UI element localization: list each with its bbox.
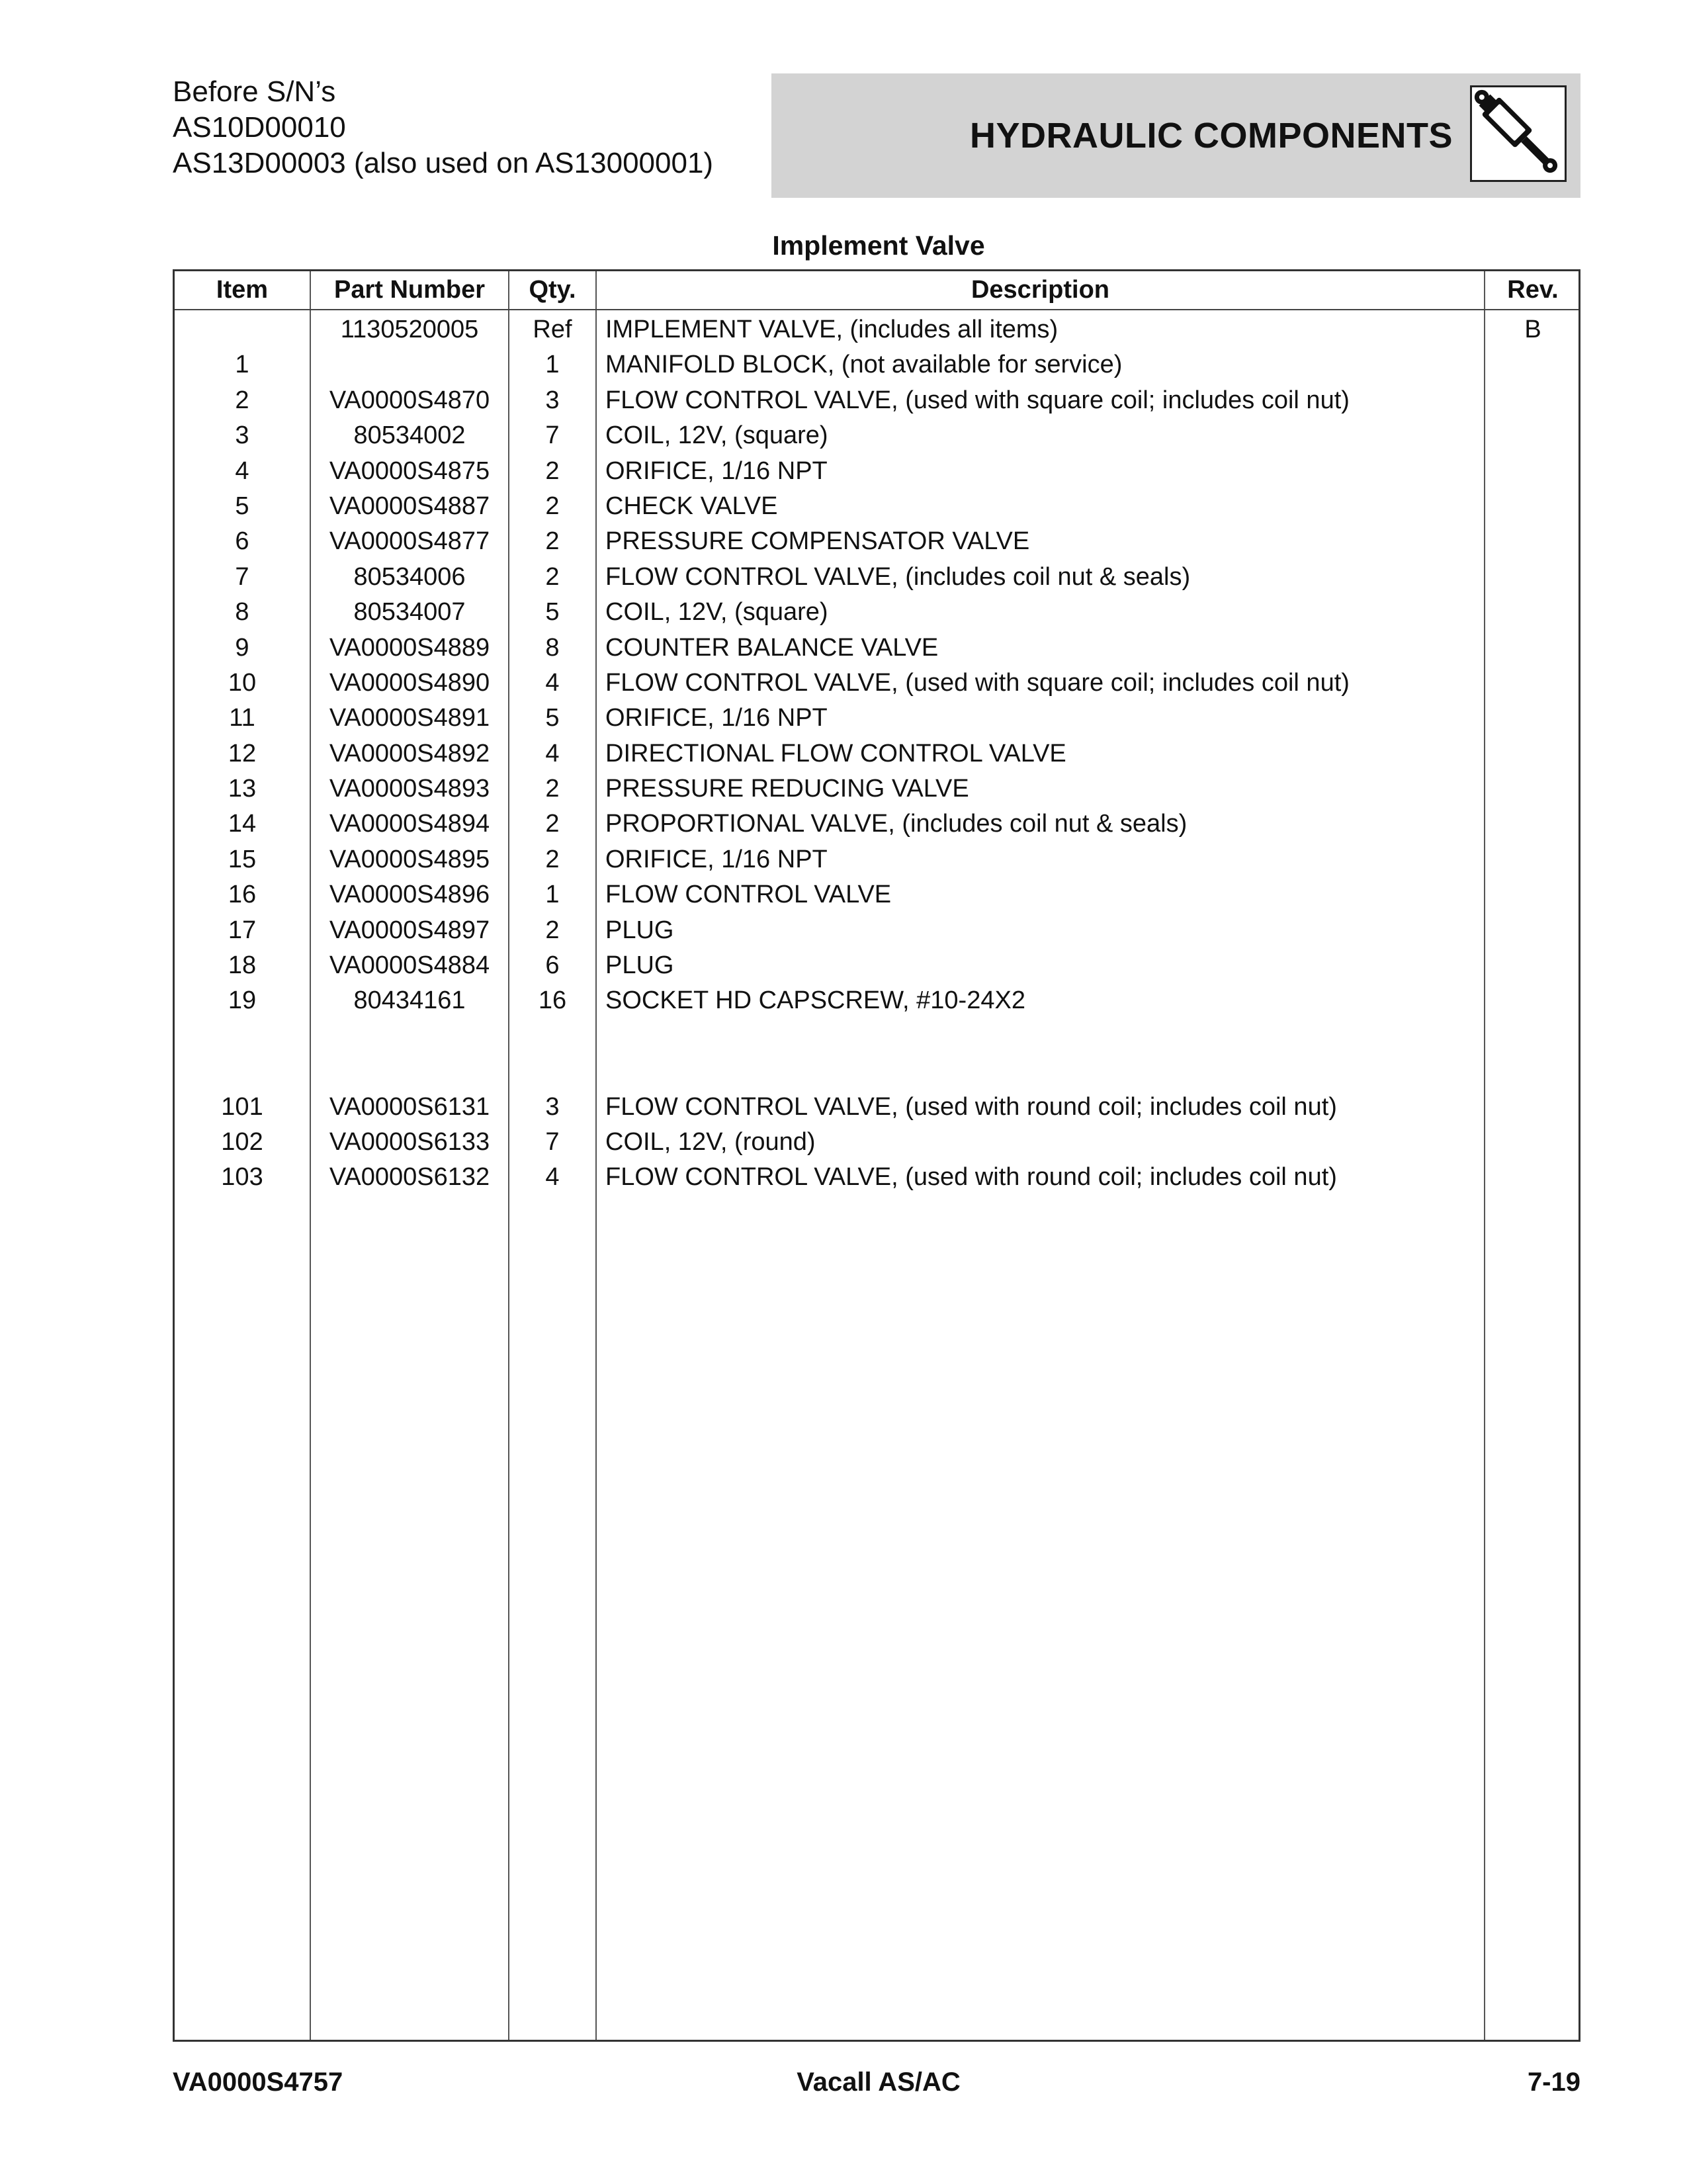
item-cell	[175, 1019, 310, 1054]
item-cell: 16	[228, 881, 257, 909]
table-row	[175, 1125, 1579, 1160]
table-row	[175, 524, 1579, 559]
description-cell: CHECK VALVE	[605, 492, 778, 520]
rev-cell	[1485, 1160, 1580, 1195]
item-cell: 13	[228, 775, 257, 803]
part-number-cell	[311, 347, 508, 382]
qty-cell: 2	[545, 845, 560, 873]
header-divider	[175, 309, 1579, 310]
item-cell: 102	[221, 1127, 263, 1156]
qty-cell: 2	[545, 810, 560, 838]
table-row	[175, 560, 1579, 595]
qty-cell	[509, 1054, 595, 1089]
qty-cell: 16	[538, 986, 567, 1015]
item-cell: 2	[235, 386, 249, 414]
part-number-cell: VA0000S4877	[329, 527, 490, 556]
column-header-description: Description	[971, 276, 1110, 304]
column-header-qty: Qty.	[529, 276, 576, 304]
description-cell: PLUG	[605, 916, 674, 944]
table-row	[175, 1054, 1579, 1089]
part-number-cell: 80534006	[353, 562, 466, 591]
rev-cell	[1485, 913, 1580, 948]
serial-line: AS13D00003 (also used on AS13000001)	[173, 147, 714, 179]
item-cell: 101	[221, 1092, 263, 1121]
serial-number-block	[173, 74, 713, 181]
qty-cell: 4	[545, 739, 560, 767]
part-number-cell: 80534007	[353, 598, 466, 627]
item-cell: 6	[235, 527, 249, 556]
rev-cell	[1485, 489, 1580, 524]
rev-cell	[1485, 666, 1580, 701]
description-cell: IMPLEMENT VALVE, (includes all items)	[605, 316, 1059, 343]
part-number-cell: VA0000S4870	[329, 386, 490, 414]
rev-cell	[1485, 771, 1580, 807]
qty-cell: 2	[545, 562, 560, 591]
description-cell: FLOW CONTROL VALVE, (used with square coil; includes coil nut)	[605, 386, 1350, 414]
qty-cell: 5	[545, 598, 560, 627]
item-cell: 7	[235, 562, 249, 591]
page-number: 7-19	[1527, 2068, 1580, 2097]
rev-cell	[1485, 877, 1580, 912]
rev-cell	[1485, 454, 1580, 489]
part-number-cell: VA0000S4895	[329, 845, 490, 873]
item-cell: 18	[228, 951, 257, 980]
column-header-item: Item	[216, 276, 269, 304]
item-cell: 8	[235, 598, 249, 627]
part-number-cell	[311, 1054, 508, 1089]
description-cell: PRESSURE COMPENSATOR VALVE	[605, 527, 1030, 556]
table-row	[175, 736, 1579, 771]
part-number-cell: 1130520005	[340, 316, 479, 343]
item-cell: 5	[235, 492, 249, 520]
table-row	[175, 666, 1579, 701]
rev-cell	[1485, 807, 1580, 842]
rev-cell	[1485, 560, 1580, 595]
part-number-cell: 80434161	[353, 986, 466, 1015]
description-cell: FLOW CONTROL VALVE, (used with round coil; includes coil nut)	[605, 1163, 1337, 1192]
part-number-cell: 80534002	[353, 421, 466, 450]
table-row	[175, 913, 1579, 948]
part-number-cell	[311, 1019, 508, 1054]
rev-cell	[1485, 1090, 1580, 1125]
part-number-cell: VA0000S4893	[329, 775, 490, 803]
part-number-cell: VA0000S4884	[329, 951, 490, 980]
rev-cell	[1485, 631, 1580, 666]
description-cell: FLOW CONTROL VALVE	[605, 881, 892, 909]
table-row	[175, 948, 1579, 983]
rev-cell	[1485, 1019, 1580, 1054]
rev-cell	[1485, 983, 1580, 1018]
rev-cell	[1485, 418, 1580, 453]
description-cell: PRESSURE REDUCING VALVE	[605, 775, 969, 803]
item-cell: 9	[235, 633, 249, 662]
table-row	[175, 807, 1579, 842]
table-row	[175, 877, 1579, 912]
rev-cell	[1485, 524, 1580, 559]
description-cell: SOCKET HD CAPSCREW, #10-24X2	[605, 986, 1025, 1015]
table-body	[175, 312, 1579, 1196]
qty-cell: 6	[545, 951, 560, 980]
rev-cell	[1485, 736, 1580, 771]
item-cell: 1	[235, 351, 249, 379]
item-cell	[175, 1054, 310, 1089]
qty-cell: 2	[545, 527, 560, 556]
qty-cell: 4	[545, 668, 560, 697]
qty-cell: 2	[545, 457, 560, 485]
item-cell: 103	[221, 1163, 263, 1192]
serial-line: AS10D00010	[173, 111, 346, 144]
item-cell: 11	[229, 704, 255, 732]
part-number-cell: VA0000S4896	[329, 881, 490, 909]
table-row	[175, 842, 1579, 877]
qty-cell: 3	[545, 1092, 560, 1121]
table-row	[175, 454, 1579, 489]
item-cell: 14	[228, 810, 257, 838]
table-row	[175, 595, 1579, 630]
part-number-cell: VA0000S4875	[329, 457, 490, 485]
rev-cell	[1485, 701, 1580, 736]
item-cell: 10	[228, 668, 257, 697]
table-row	[175, 983, 1579, 1018]
rev-cell	[1485, 842, 1580, 877]
part-number-cell: VA0000S6131	[329, 1092, 490, 1121]
table-row	[175, 347, 1579, 382]
description-cell: FLOW CONTROL VALVE, (used with square coil; includes coil nut)	[605, 668, 1350, 697]
item-cell	[175, 312, 310, 347]
section-banner-title: HYDRAULIC COMPONENTS	[969, 116, 1453, 155]
part-number-cell: VA0000S6133	[329, 1127, 490, 1156]
table-row	[175, 771, 1579, 807]
table-row	[175, 489, 1579, 524]
qty-cell: 7	[545, 1127, 560, 1156]
rev-cell	[1485, 948, 1580, 983]
description-cell	[605, 1054, 1485, 1089]
hydraulic-cylinder-icon	[1470, 85, 1567, 182]
qty-cell: 2	[545, 775, 560, 803]
part-number-cell: VA0000S4891	[329, 704, 490, 732]
qty-cell: 3	[545, 386, 560, 414]
qty-cell: 2	[545, 916, 560, 944]
column-header-part-number: Part Number	[333, 276, 486, 304]
part-number-cell: VA0000S4889	[329, 633, 490, 662]
description-cell: FLOW CONTROL VALVE, (includes coil nut & seals)	[605, 562, 1191, 591]
table-row	[175, 1160, 1579, 1195]
table-row	[175, 383, 1579, 418]
description-cell: FLOW CONTROL VALVE, (used with round coil; includes coil nut)	[605, 1092, 1337, 1121]
part-number-cell: VA0000S6132	[329, 1163, 490, 1192]
document-number: VA0000S4757	[173, 2068, 343, 2097]
table-row	[175, 312, 1579, 347]
description-cell: COIL, 12V, (square)	[605, 598, 828, 627]
rev-cell	[1485, 347, 1580, 382]
description-cell: ORIFICE, 1/16 NPT	[605, 704, 828, 732]
description-cell: MANIFOLD BLOCK, (not available for service)	[605, 351, 1123, 379]
qty-cell: 5	[545, 704, 560, 732]
manual-title: Vacall AS/AC	[797, 2068, 961, 2097]
qty-cell: 4	[545, 1163, 560, 1192]
rev-cell: B	[1524, 316, 1541, 343]
table-row	[175, 418, 1579, 453]
item-cell: 4	[235, 457, 249, 485]
description-cell: COUNTER BALANCE VALVE	[605, 633, 939, 662]
table-row	[175, 701, 1579, 736]
serial-line: Before S/N’s	[173, 75, 336, 108]
qty-cell: Ref	[533, 316, 572, 343]
qty-cell: 2	[545, 492, 560, 520]
description-cell: ORIFICE, 1/16 NPT	[605, 845, 828, 873]
qty-cell: 1	[545, 351, 560, 379]
item-cell: 12	[228, 739, 257, 767]
item-cell: 17	[228, 916, 257, 944]
table-row	[175, 1090, 1579, 1125]
table-row	[175, 631, 1579, 666]
qty-cell	[509, 1019, 595, 1054]
qty-cell: 7	[545, 421, 560, 450]
item-cell: 3	[235, 421, 249, 450]
rev-cell	[1485, 1054, 1580, 1089]
item-cell: 15	[228, 845, 257, 873]
description-cell: COIL, 12V, (round)	[605, 1127, 816, 1156]
parts-table	[173, 269, 1580, 2042]
description-cell	[605, 1019, 1485, 1054]
part-number-cell: VA0000S4897	[329, 916, 490, 944]
part-number-cell: VA0000S4892	[329, 739, 490, 767]
part-number-cell: VA0000S4890	[329, 668, 490, 697]
description-cell: ORIFICE, 1/16 NPT	[605, 457, 828, 485]
part-number-cell: VA0000S4894	[329, 810, 490, 838]
rev-cell	[1485, 1125, 1580, 1160]
item-cell: 19	[228, 986, 257, 1015]
qty-cell: 1	[545, 881, 560, 909]
description-cell: PLUG	[605, 951, 674, 980]
qty-cell: 8	[545, 633, 560, 662]
description-cell: COIL, 12V, (square)	[605, 421, 828, 450]
description-cell: DIRECTIONAL FLOW CONTROL VALVE	[605, 739, 1066, 767]
table-row	[175, 1019, 1579, 1054]
table-title: Implement Valve	[772, 230, 985, 261]
description-cell: PROPORTIONAL VALVE, (includes coil nut & seals)	[605, 810, 1188, 838]
part-number-cell: VA0000S4887	[329, 492, 490, 520]
rev-cell	[1485, 383, 1580, 418]
column-header-rev: Rev.	[1507, 276, 1559, 304]
rev-cell	[1485, 595, 1580, 630]
section-banner	[771, 73, 1580, 198]
